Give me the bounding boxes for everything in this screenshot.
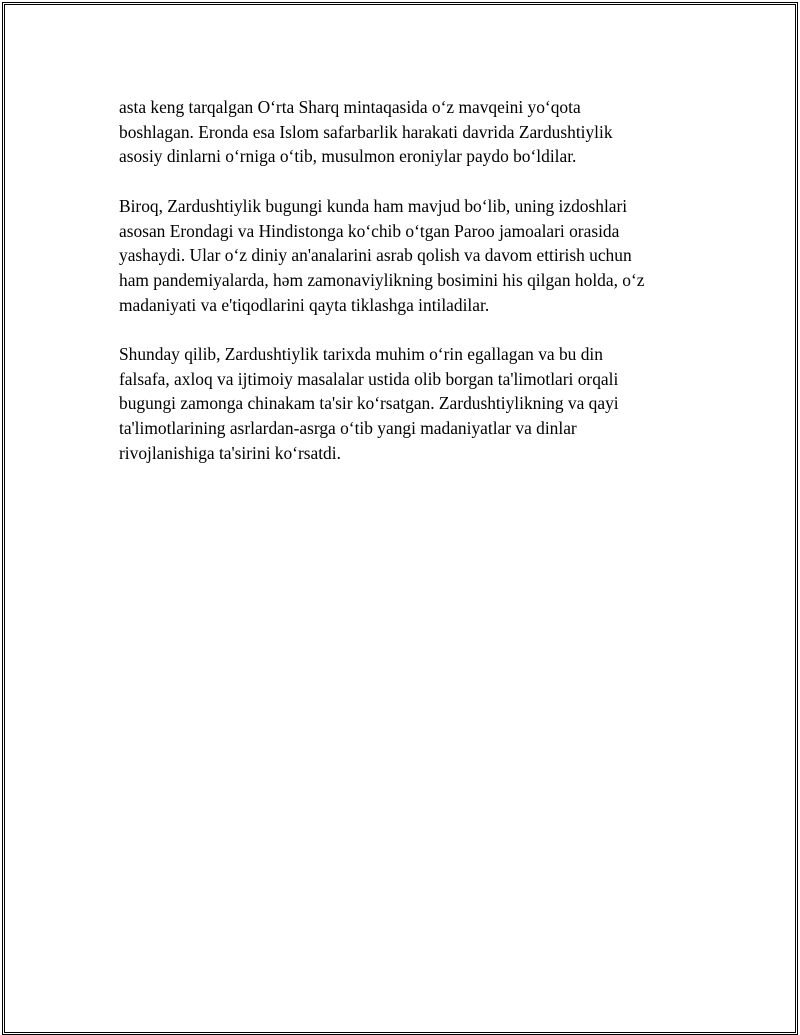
paragraph-2: Biroq, Zardushtiylik bugungi kunda ham mavjud bo‘lib, uning izdoshlari asosan Erondagi va Hindistonga ko‘chib o‘tgan Paroo jamoalari orasida yashaydi. Ular o‘z diniy an'analarini asrab qolish va davom ettirish uchun ham pandemiyalarda, həm zamonaviylikning bosimini his qilgan holda, o‘z madaniyati va e'tiqodlarini qayta tiklashga intiladilar. bbox=[119, 195, 645, 315]
document-body bbox=[119, 95, 699, 490]
paragraph-1: asta keng tarqalgan O‘rta Sharq mintaqasida o‘z mavqeini yo‘qota boshlagan. Eronda esa Islom safarbarlik harakati davrida Zardushtiylik asosiy dinlarni o‘rniga o‘tib, musulmon eroniylar paydo bo‘ldilar. bbox=[119, 97, 613, 167]
document-page bbox=[2, 2, 798, 1035]
paragraph-3: Shunday qilib, Zardushtiylik tarixda muhim o‘rin egallagan va bu din falsafa, axloq va ijtimoiy masalalar ustida olib borgan ta'limotlari orqali bugungi zamonga chinakam ta'sir ko‘rsatgan. Zardushtiylikning va qayi ta'limotlarining asrlardan-asrga o‘tib yangi madaniyatlar va dinlar rivojlanishiga ta'sirini ko‘rsatdi. bbox=[119, 344, 619, 463]
